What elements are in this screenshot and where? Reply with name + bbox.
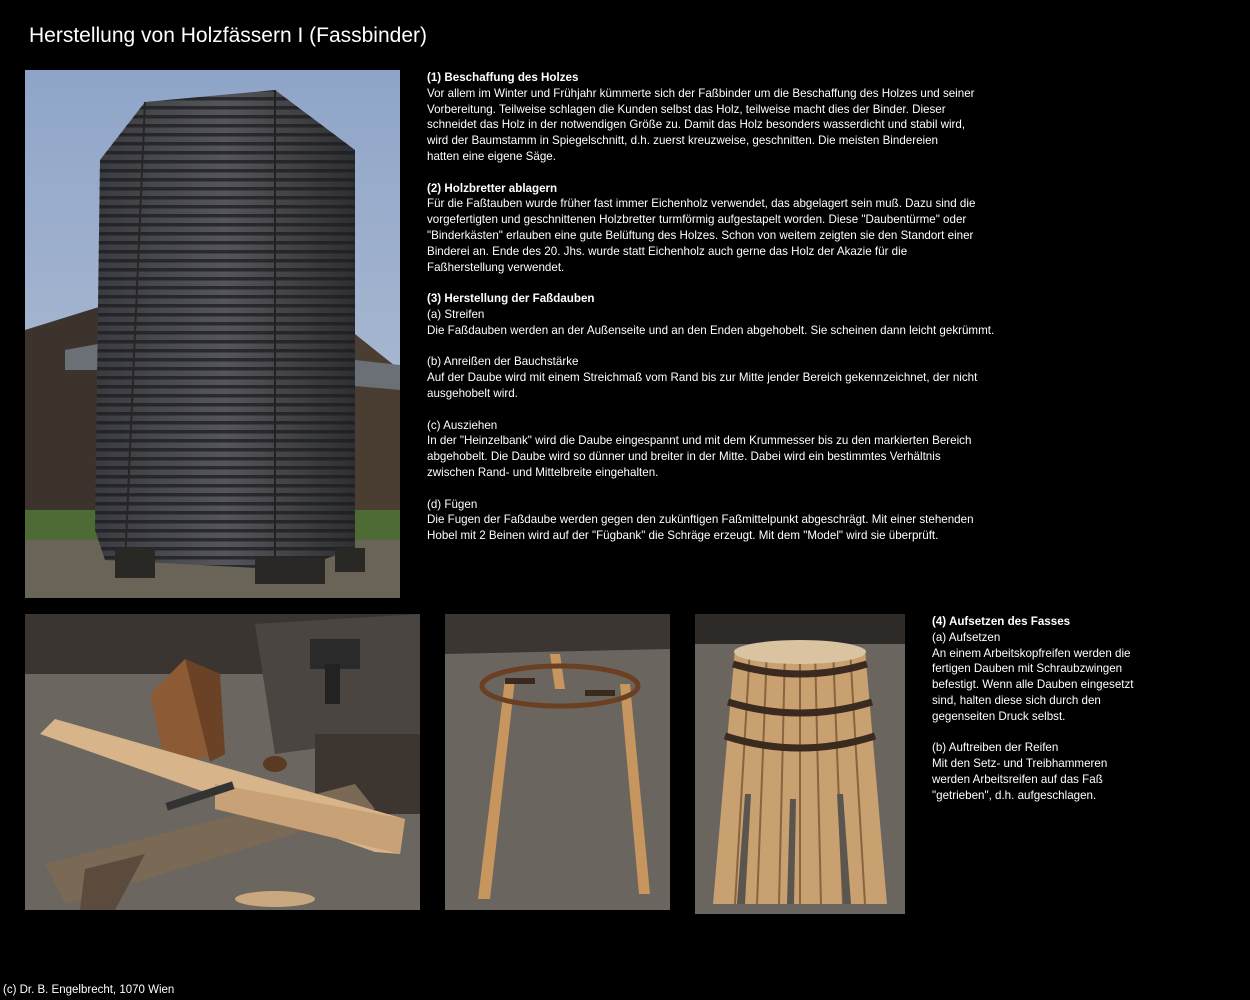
subsection-label: (d) Fügen: [427, 497, 478, 511]
text-line: In der "Heinzelbank" wird die Daube eingespannt und mit dem Krummesser bis zu den markierten Bereich: [427, 434, 972, 448]
section-heading: (1) Beschaffung des Holzes: [427, 71, 579, 84]
text-line: Faßherstellung verwendet.: [427, 260, 565, 274]
text-line: abgehobelt. Die Daube wird so dünner und breiter in der Mitte. Dabei wird ein bestimmtes Verhältnis: [427, 450, 941, 464]
text-line: Die Fugen der Faßdaube werden gegen den zukünftigen Faßmittelpunkt abgeschrägt. Mit einer stehenden: [427, 513, 974, 527]
text-line: befestigt. Wenn alle Dauben eingesetzt: [932, 678, 1134, 692]
text-line: Mit den Setz- und Treibhammeren: [932, 757, 1108, 771]
subsection-label: (b) Auftreiben der Reifen: [932, 741, 1059, 755]
text-line: "getrieben", d.h. aufgeschlagen.: [932, 788, 1097, 802]
text-line: "Binderkästen" erlauben eine gute Belüftung des Holzes. Schon von weitem zeigten sie den Standort einer: [427, 228, 974, 242]
text-line: Für die Faßtauben wurde früher fast immer Eichenholz verwendet, das abgelagert sein muß. Dazu sind die: [427, 197, 976, 211]
text-line: sind, halten diese sich durch den: [932, 693, 1101, 707]
section-wood-procurement: [427, 70, 1047, 544]
text-line: gegenseiten Druck selbst.: [932, 709, 1066, 723]
text-line: An einem Arbeitskopfreifen werden die: [932, 646, 1131, 660]
text-line: Vorbereitung. Teilweise schlagen die Kunden selbst das Holz, teilweise macht dies der Binder. Dieser: [427, 102, 946, 116]
text-line: werden Arbeitsreifen auf das Faß: [932, 772, 1103, 786]
text-line: wird der Baumstamm in Spiegelschnitt, d.h. zuerst kreuzweise, geschnitten. Die meisten Bindereien: [427, 134, 939, 148]
section-heading: (4) Aufsetzen des Fasses: [932, 615, 1071, 628]
section-heading: (3) Herstellung der Faßdauben: [427, 292, 595, 306]
text-line: fertigen Dauben mit Schraubzwingen: [932, 662, 1123, 676]
section-heading: (2) Holzbretter ablagern: [427, 181, 558, 195]
subsection-label: (a) Streifen: [427, 307, 485, 321]
text-line: Binderei an. Ende des 20. Jhs. wurde statt Eichenholz auch gerne das Holz der Akazie für die: [427, 244, 908, 258]
text-line: Auf der Daube wird mit einem Streichmaß vom Rand bis zur Mitte jender Bereich gekennzeichnet, der nicht: [427, 371, 978, 385]
stave-tower-photo: [25, 70, 400, 598]
copyright-footer: (c) Dr. B. Engelbrecht, 1070 Wien: [3, 984, 175, 996]
text-line: Die Faßdauben werden an der Außenseite und an den Enden abgehobelt. Sie scheinen dann leicht gekrümmt.: [427, 323, 995, 337]
page-title: Herstellung von Holzfässern I (Fassbinder): [29, 24, 427, 47]
section-barrel-raising: [932, 614, 1232, 804]
text-line: schneidet das Holz in der notwendigen Größe zu. Damit das Holz besonders wasserdicht und stabil wird,: [427, 118, 966, 132]
text-line: zwischen Rand- und Mittelbreite eingehalten.: [427, 465, 659, 479]
text-line: ausgehobelt wird.: [427, 386, 518, 400]
subsection-label: (a) Aufsetzen: [932, 630, 1001, 644]
hoop-stand-photo: [445, 614, 670, 910]
subsection-label: (c) Ausziehen: [427, 418, 498, 432]
text-line: Vor allem im Winter und Frühjahr kümmerte sich der Faßbinder um die Beschaffung des Holzes und seiner: [427, 86, 975, 100]
raised-barrel-photo: [695, 614, 905, 914]
subsection-label: (b) Anreißen der Bauchstärke: [427, 355, 579, 369]
text-line: hatten eine eigene Säge.: [427, 149, 556, 163]
text-line: Hobel mit 2 Beinen wird auf der "Fügbank" die Schräge erzeugt. Mit dem "Model" wird sie überprüft.: [427, 529, 939, 543]
text-line: vorgefertigten und geschnittenen Holzbretter turmförmig aufgestapelt worden. Diese "Daubentürme" oder: [427, 213, 967, 227]
shaving-horse-photo: [25, 614, 420, 910]
